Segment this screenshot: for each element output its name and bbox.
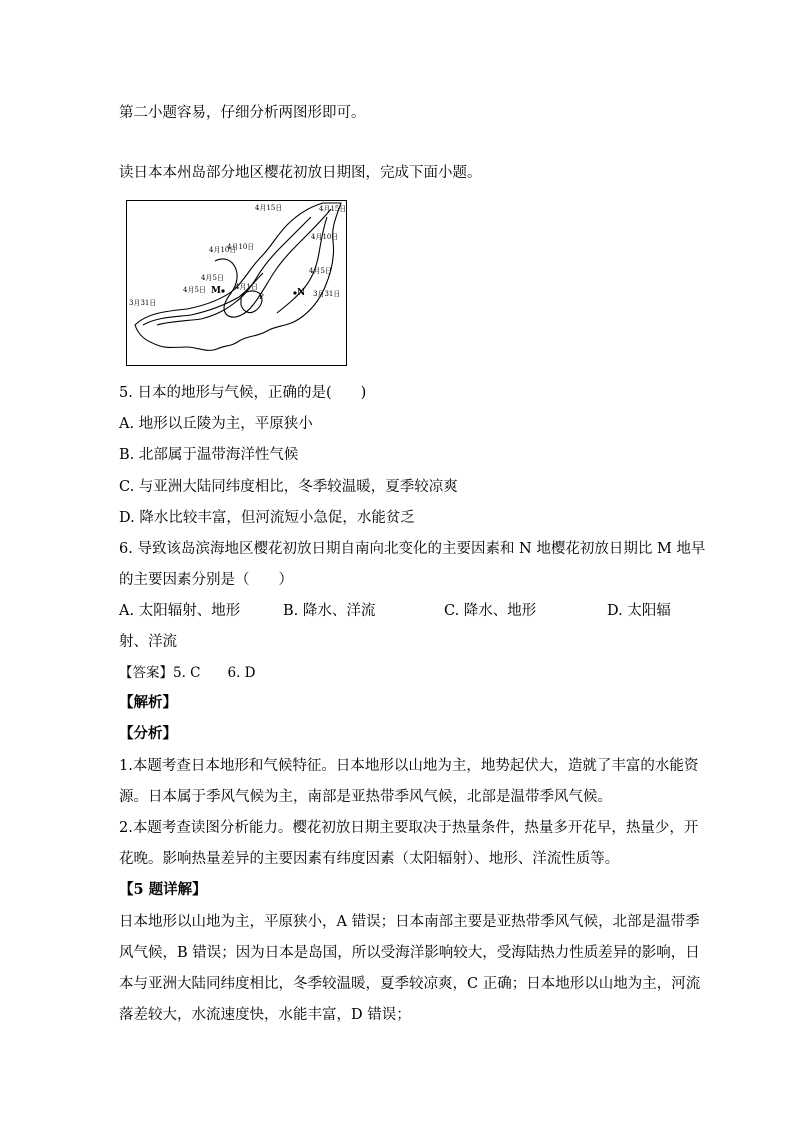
island-outline [135,203,341,350]
intro-note: 第二小题容易，仔细分析两图形即可。 [119,105,366,121]
isoline-apr5 [157,217,311,325]
answer-line: 【答案】5. C 6. D [119,665,256,681]
reading-prompt: 读日本本州岛部分地区樱花初放日期图，完成下面小题。 [119,165,482,181]
q6-option-d-continued: 射、洋流 [119,634,177,650]
q6-option-b: B. 降水、洋流 [283,603,376,619]
q5-option-a: A. 地形以丘陵为主，平原狭小 [119,416,313,432]
cherry-blossom-map [126,200,347,366]
map-label: 4月1日 [235,283,258,291]
isoline-map-figure [127,201,346,365]
map-label: 4月10日 [227,243,255,251]
q6-stem-line2: 的主要因素分别是（ ） [119,572,293,588]
q5-detail-line: 本与亚洲大陆同纬度相比，冬季较温暖，夏季较凉爽，C 正确；日本地形以山地为主，河流 [119,976,701,992]
map-label: 4月5日 [309,267,332,275]
map-label: 3月31日 [129,299,157,307]
analysis-line: 花晚。影响热量差异的主要因素有纬度因素（太阳辐射）、地形、洋流性质等。 [119,851,620,867]
map-label: 4月15日 [319,205,346,213]
q5-stem: 5. 日本的地形与气候，正确的是( ) [119,385,367,401]
jiexi-heading: 【解析】 [119,694,177,711]
q5-option-b: B. 北部属于温带海洋性气候 [119,447,299,463]
q5-detail-line: 日本地形以山地为主，平原狭小，A 错误；日本南部主要是亚热带季风气候，北部是温带季 [119,914,700,930]
point-m-marker [221,289,224,292]
q6-stem-line1: 6. 导致该岛滨海地区樱花初放日期自南向北变化的主要因素和 N 地樱花初放日期比 M 地早 [119,541,706,557]
map-label: 4月5日 [183,286,206,294]
q5-detail-heading: 【5 题详解】 [119,881,207,898]
map-label: 3月31日 [313,290,341,298]
q5-detail-line: 风气候，B 错误；因为日本是岛国，所以受海洋影响较大，受海陆热力性质差异的影响，日 [119,945,700,961]
point-n-label: N [297,288,306,298]
analysis-line: 2.本题考查读图分析能力。樱花初放日期主要取决于热量条件，热量多开花早，热量少，开 [119,820,699,836]
point-p-label: P [259,293,264,301]
point-m-label: M [211,286,221,296]
point-n-marker [293,291,296,294]
fenxi-heading: 【分析】 [119,725,177,742]
q5-option-c: C. 与亚洲大陆同纬度相比，冬季较温暖，夏季较凉爽 [119,479,458,495]
map-label: 4月10日 [209,246,237,254]
analysis-line: 源。日本属于季风气候为主，南部是亚热带季风气候，北部是温带季风气候。 [119,789,612,805]
q6-option-a: A. 太阳辐射、地形 [119,603,241,619]
q6-option-d: D. 太阳辐 [607,603,671,619]
map-label: 4月10日 [311,233,339,241]
q6-option-c: C. 降水、地形 [444,603,537,619]
map-label: 4月5日 [201,274,224,282]
analysis-line: 1.本题考查日本地形和气候特征。日本地形以山地为主，地势起伏大，造就了丰富的水能资 [119,758,699,774]
q5-detail-line: 落差较大，水流速度快，水能丰富，D 错误； [119,1007,411,1023]
map-label: 4月15日 [255,204,283,212]
q5-option-d: D. 降水比较丰富，但河流短小急促，水能贫乏 [119,510,415,526]
